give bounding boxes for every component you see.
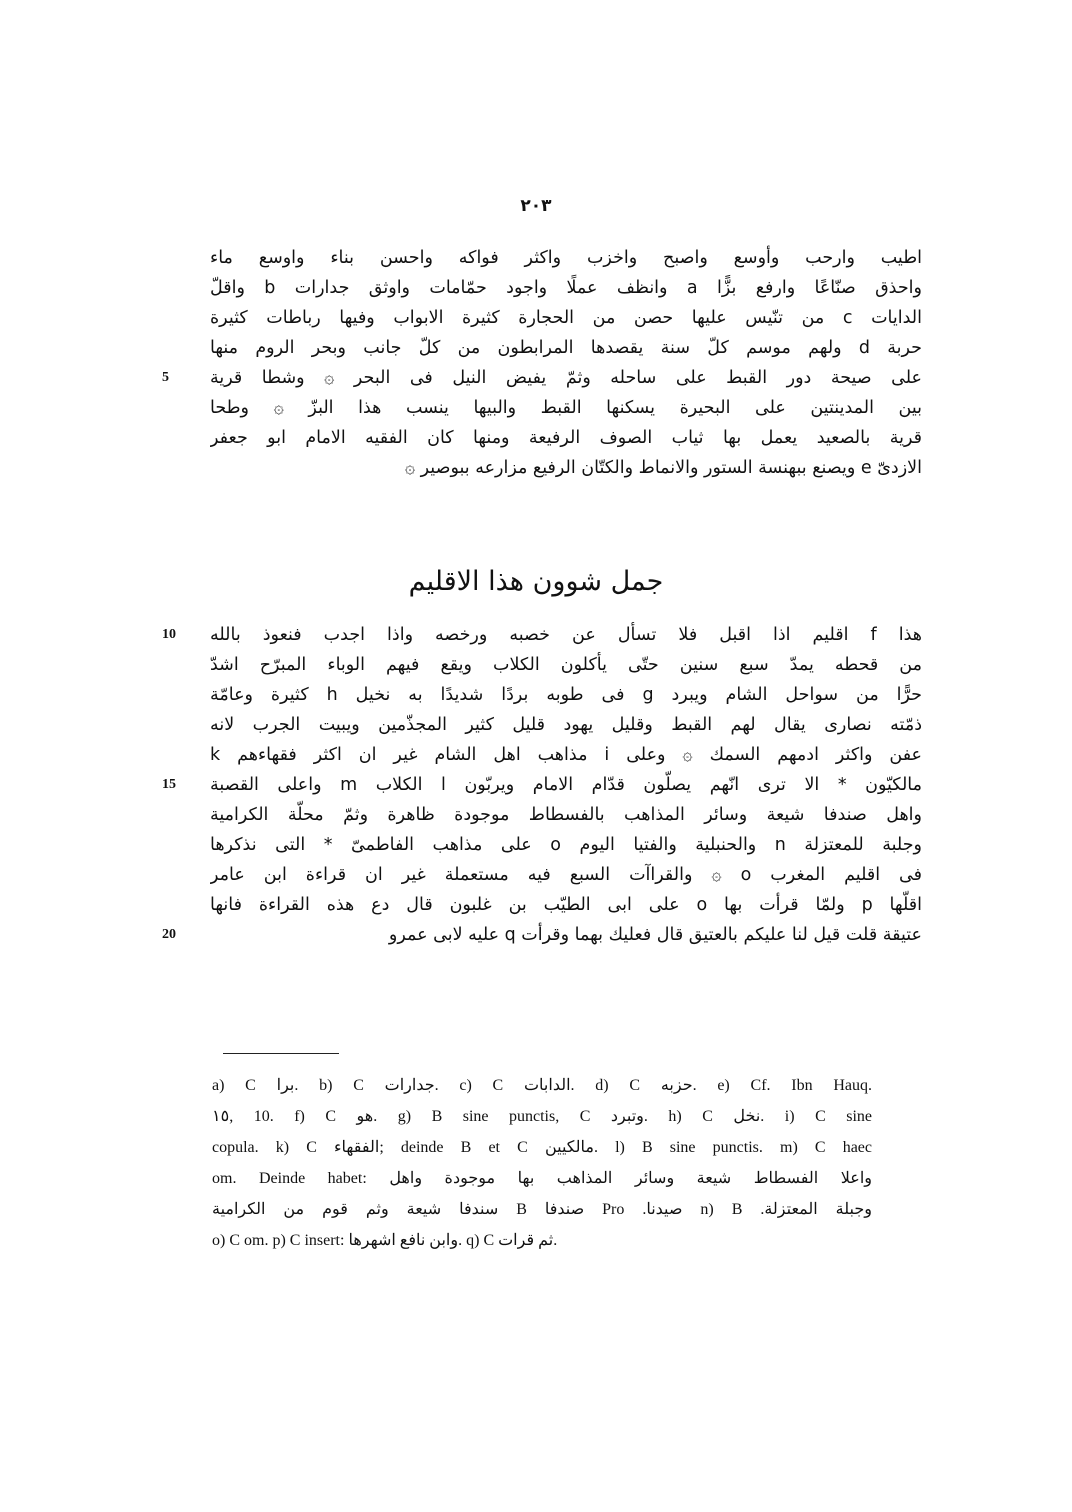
text-line-content: على صيحة دور القبط على ساحله وثمّ يفيض النيل فى البحر ۞ وشطا قرية bbox=[210, 368, 922, 388]
paragraph-section-text bbox=[162, 620, 922, 950]
text-line bbox=[210, 303, 922, 333]
text-line-content: قرية بالصعيد يعمل بها ثياب الصوف الرفيعة ومنها كان الفقيه الامام ابو جعفر bbox=[210, 428, 922, 448]
text-line-content: من قحطه يمدّ سبع سنين حتّى يأكلون الكلاب ويقع فيهم الوباء المبرّح اشدّ bbox=[210, 655, 922, 675]
text-line-content: عفن واكثر ادمهم السمك ۞ وعلى i مذاهب اهل الشام غير ان اكثر فقهاءهم k bbox=[210, 745, 922, 765]
text-line bbox=[162, 620, 922, 650]
text-line bbox=[210, 860, 922, 890]
text-line bbox=[210, 740, 922, 770]
text-line bbox=[162, 770, 922, 800]
line-number: 10 bbox=[162, 627, 176, 642]
line-number: 5 bbox=[162, 370, 169, 385]
text-line bbox=[210, 710, 922, 740]
text-line-content: فى اقليم المغرب o ۞ والقراآت السبع فيه مستعملة غير ان قراءة ابن عامر bbox=[210, 865, 922, 885]
text-line-content: الدايات c من تنّيس عليها حصن من الحجارة كثيرة الابواب وفيها رباطات كثيرة bbox=[210, 308, 922, 328]
text-line-content: الازدىّ e ويصنع ببهنسة الستور والانماط والكتّان الرفيع مزارعه ببوصير ۞ bbox=[404, 458, 922, 478]
text-line bbox=[210, 273, 922, 303]
line-number: 20 bbox=[162, 927, 176, 942]
text-line-content: هذا f اقليم اذا اقبل فلا تسأل عن خصبه ورخصه واذا اجدب فنعوذ بالله bbox=[210, 625, 922, 645]
footnote-line: copula. k) C الفقهاء; deinde B et C مالكيين. l) B sine punctis. m) C haec bbox=[212, 1139, 872, 1156]
text-line bbox=[210, 243, 922, 273]
text-line-content: واحذق صنّاعًا وارفع بزًّا a وانظف عملًا واجود حمّامات واوثق جدارات b واقلّ bbox=[210, 278, 922, 298]
text-line-content: حربة d ولهم موسم كلّ سنة يقصدها المرابطون من كلّ جانب وبحر الروم منها bbox=[210, 338, 922, 358]
footnotes-block bbox=[212, 1070, 872, 1256]
page-number: ٢٠٣ bbox=[520, 196, 552, 216]
text-line bbox=[162, 363, 922, 393]
text-line bbox=[162, 920, 922, 950]
text-line-content: ذمّته نصارى يقال لهم القبط وقليل يهود قليل كثير المجذّمين ويبيت الجرب لانه bbox=[210, 715, 922, 735]
paragraph-main-text bbox=[162, 243, 922, 483]
text-line-content: بين المدينتين على البحيرة يسكنها القبط والبيها ينسب هذا البزّ ۞ وطحا bbox=[210, 398, 922, 418]
footnote-line: o) C om. p) C insert: وابن نافع اشهرها. q) C ثم قرات. bbox=[212, 1232, 558, 1249]
text-line bbox=[210, 890, 922, 920]
text-line-content: اطيب وارحب وأوسع واصبح واخزب واكثر فواكه واحسن بناء واوسع ماء bbox=[210, 248, 922, 268]
footnote-separator-rule bbox=[223, 1053, 339, 1054]
text-line-content: حرًّا من سواحل الشام ويبرد g فى طوبه بردًا شديدًا به نخيل h كثيرة وعامّة bbox=[210, 685, 922, 705]
text-line bbox=[210, 453, 922, 483]
text-line bbox=[210, 393, 922, 423]
text-line bbox=[210, 830, 922, 860]
text-line-content: اقلّها p ولمّا قرأت بها o على ابى الطيّب بن غلبون قال دع هذه القراءة فانها bbox=[210, 895, 922, 915]
text-line bbox=[210, 680, 922, 710]
section-heading: جمل شوون هذا الاقليم bbox=[408, 566, 664, 597]
footnote-line: a) C برا. b) C جدارات. c) C الدابات. d) C حزبه. e) Cf. Ibn Hauq. bbox=[212, 1077, 872, 1094]
text-line-content: وجلبة للمعتزلة n والحنبلية والفتيا اليوم o على مذاهب الفاطمىّ * التى نذكرها bbox=[210, 835, 922, 855]
text-line bbox=[210, 333, 922, 363]
text-line-content: واهل صندفا شيعة وسائر المذاهب بالفسطاط موجودة ظاهرة وثمّ محلّة الكرامية bbox=[210, 805, 922, 825]
text-line bbox=[210, 800, 922, 830]
footnote-line: om. Deinde habet: واعلا الفسطاط شيعة وسائر المذاهب بها موجودة واهل bbox=[212, 1170, 872, 1187]
footnote-line: ١٥, 10. f) C هو. g) B sine punctis, C وتبرد. h) C نخل. i) C sine bbox=[212, 1108, 872, 1125]
text-line-content: مالكيّون * الا ترى انّهم يصلّون قدّام الامام ويربّون l الكلاب m واعلى القصبة bbox=[210, 775, 922, 795]
text-line bbox=[210, 423, 922, 453]
footnote-line: وجبلة المعتزلة. n) B صيدنا. Pro صندفا B سندفا شيعة وثم قوم من الكرامية bbox=[212, 1201, 872, 1218]
text-line-content: عتيقة قلت قيل لنا عليكم بالعتيق قال فعليك بهما وقرأت q عليه لابى عمرو bbox=[388, 925, 922, 945]
text-line bbox=[210, 650, 922, 680]
line-number: 15 bbox=[162, 777, 176, 792]
